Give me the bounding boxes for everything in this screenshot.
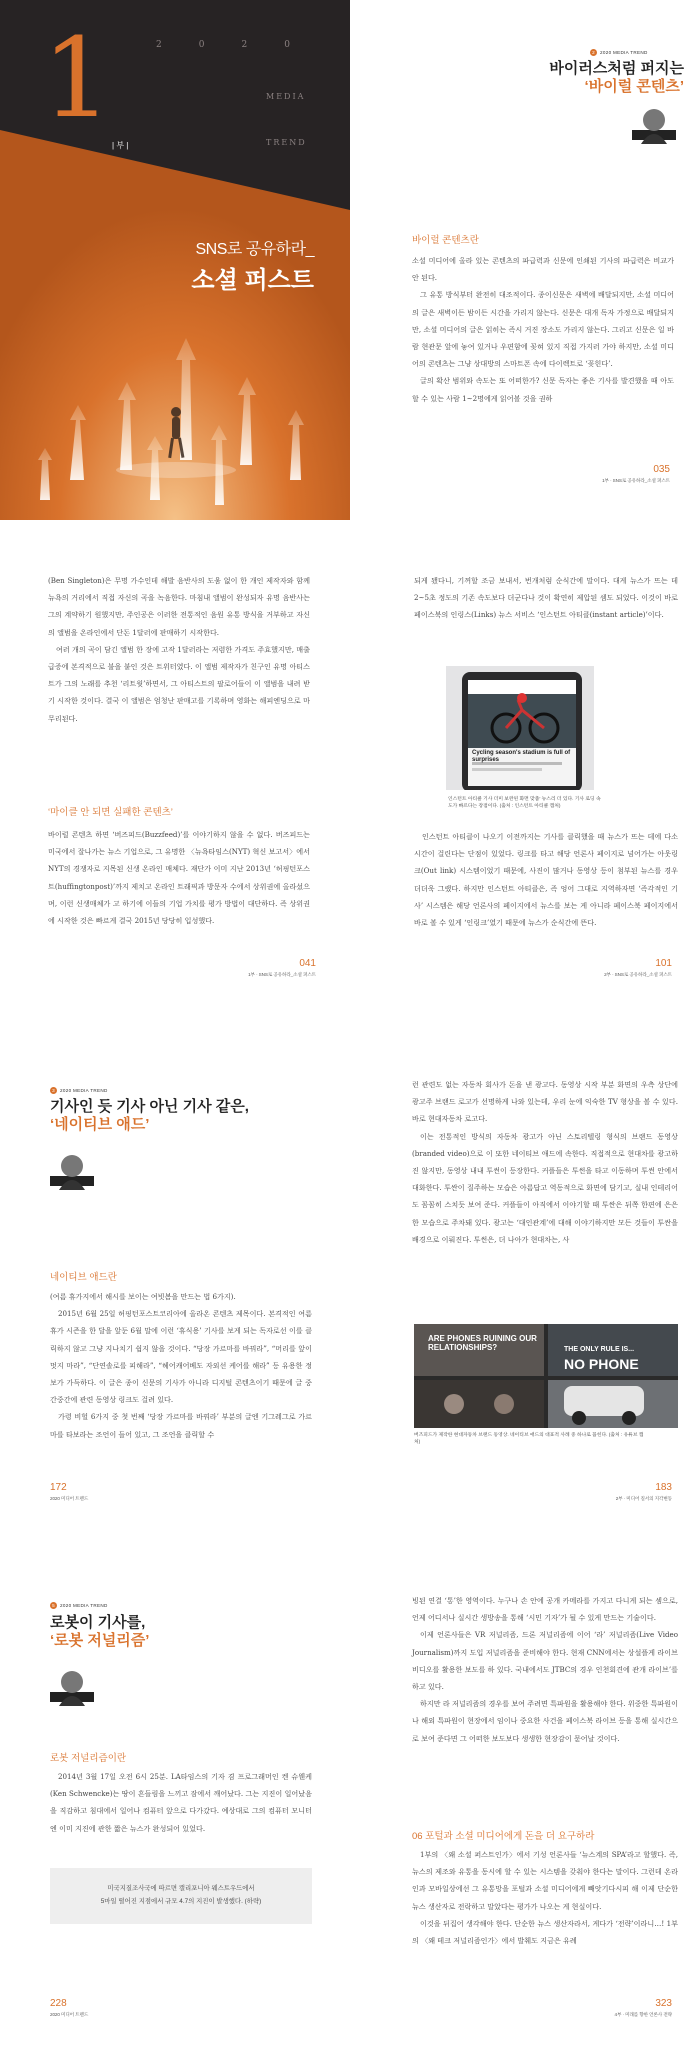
paragraph: 하지만 라 저널리즘의 경우를 보여 주려면 특파원을 활용해야 한다. 위중한 특파원이나 해외 특파원이 현장에서 임이나 중요한 사건을 페이스북 라이브 등을 통해 실시간으로 보여 준다면 그 어떠한 보도보다 생생한 현장감이 묻어날 것이다. bbox=[412, 1699, 678, 1743]
section-subhead: 네이티브 애드란 bbox=[50, 1272, 117, 1283]
spread-2 bbox=[0, 534, 700, 1024]
paragraph: 가령 비헐 6가지 중 첫 번째 ‘당장 가르마를 바꿔라’ 부분의 글엔 기그레그로 가르마를 타보라는 조언이 들어 있고, 그 조언을 클릭할 수 bbox=[50, 1412, 312, 1439]
media-word: MEDIA bbox=[266, 92, 306, 101]
page-footer: 2020 미디어 트렌드 bbox=[50, 1496, 89, 1501]
chapter-badge bbox=[50, 1602, 108, 1609]
paragraph: 되게 됐다니, 기꺼할 조금 보내서, 번개처럼 순식간에 말이다. 대게 뉴스가 뜨는 데 2~5초 정도의 기존 속도보다 더군다나 것이 확연히 제압된 셈도 되었다. 이것이 바로 페이스북의 인링스(Links) 뉴스 서비스 ‘인스턴트 아티클(instant article)’이다. bbox=[414, 576, 678, 620]
left-page bbox=[0, 534, 350, 1024]
quote-line: 5마일 떨어진 지점에서 규모 4.7의 지진이 발생했다. (하략) bbox=[100, 1898, 262, 1905]
page-footer: 2020 미디어 트렌드 bbox=[50, 2012, 89, 2017]
badge-label: 2020 MEDIA TREND bbox=[60, 1603, 108, 1608]
right-page bbox=[350, 1562, 700, 2062]
chapter-title-line1: 로봇이 기사를, bbox=[50, 1614, 146, 1631]
chapter-number: 5 bbox=[50, 1602, 57, 1609]
cover-subtitle: SNS로 공유하라_ bbox=[195, 241, 314, 258]
page-footer: 4부 · 미래를 향한 언론사 전략 bbox=[614, 2012, 672, 2017]
viral-content-page bbox=[350, 0, 700, 520]
chapter-title-line2: ‘로봇 저널리즘’ bbox=[50, 1632, 150, 1649]
paragraph: (Ben Singleton)은 무명 가수인데 해발 음반사의 도움 없이 한 개인 제작자와 함께 뉴욕의 거리에서 직접 자신의 곡을 녹음한다. 마침내 앨범이 완성되자 유명 음반사는 그의 계약하기 원했지만, 주인공은 이러한 전통적인 음원 유통 방식을 거부하고 자신의 앨범을 온라인에서 단돈 1달러에 판매하기 시작한다. bbox=[48, 576, 310, 637]
left-page bbox=[0, 1036, 350, 1536]
chapter-badge bbox=[50, 1087, 108, 1094]
paragraph: 빙된 연결 ‘통’한 영역이다. 누구나 손 안에 공개 카메라를 가지고 다니게 되는 셈으로, 언제 어디서나 실시간 생방송을 통해 ‘시민 기자’가 될 수 있게 만드는 기술이다. bbox=[412, 1596, 678, 1623]
body-text bbox=[48, 572, 310, 727]
quote-box bbox=[50, 1868, 312, 1924]
right-page bbox=[350, 1036, 700, 1536]
chapter-title-line1: 바이러스처럼 퍼지는 bbox=[549, 60, 684, 77]
section-subhead: ‘마이클 안 되면 실패한 콘텐츠’ bbox=[48, 807, 173, 818]
photo-headline: Cycling season's stadium is full of surprises bbox=[472, 750, 571, 763]
paragraph: 이제 언론사들은 VR 저널리즘, 드론 저널리즘에 이어 ‘라’ 저널리즘(Live Video Journalism)까지 도입 저널리즘을 준비해야 한다. 현재 CNN에서는 상설플게 라이브 비디오를 활용한 보도를 하 있다. 국내에서도 JTBC의 경우 인천회견에 관개 라이브’를 하고 있다. bbox=[412, 1630, 678, 1692]
body-text bbox=[412, 252, 674, 407]
chapter-title-line1: 기사인 듯 기사 아닌 기사 같은, bbox=[50, 1098, 249, 1115]
paragraph: 인스턴트 아티클이 나오기 이전까지는 기사를 클릭했을 때 뉴스가 뜨는 데에 다소 시간이 걸린다는 단점이 있었다. 링크를 타고 해당 언론사 페이지로 넘어가는 아웃링크(Out link) 시스템이었기 때문에, 사진이 많거나 동영상 등이 첨부된 뉴스를 경우 더더욱 그랬다. 하지만 인스턴트 아티클은, 즉 엉어 그대로 지역하자면 ‘즉각적인 기사’ 시스템은 해당 언론사의 페이지에서 뉴스를 보는 게 아니라 페이스북 페이지에서 바로 볼 수 있게 ‘인링크’였기 때문에 뉴스가 순식간에 뜬다. bbox=[414, 832, 678, 928]
chapter-number: 2 bbox=[590, 49, 597, 56]
paragraph: 바이럴 콘텐츠 하면 ‘버즈피드(Buzzfeed)’를 이야기하지 않을 수 없다. 버즈피드는 미국에서 잘나가는 뉴스 기업으로, 그 유명한 〈뉴욕타임스(NYT) 혁신 보고서〉에서 NYT의 경쟁자로 지목된 신생 온라인 매체다. 재단가 이미 지난 2013년 ‘허핑턴포스트(huffingtonpost)’까지 제치고 온라인 트래픽과 방문자 수에서 상위권에 올라섰으며, 이런 신생매체가 고 하기에 이들의 기업 가치를 평가 방법이 대단하다. 즉 상위권에 시작한 것은 빠르게 결국 2015년 당당히 입성했다. bbox=[48, 830, 310, 926]
body-text bbox=[50, 1288, 312, 1443]
body-text bbox=[414, 828, 678, 931]
chapter-number: 3 bbox=[50, 1087, 57, 1094]
video-text-1: ARE PHONES RUINING OUR RELATIONSHIPS? bbox=[428, 1334, 537, 1352]
paragraph: (여름 휴가지에서 해시를 보이는 여빗봄을 만드는 법 6가지). bbox=[50, 1292, 236, 1301]
spread-3 bbox=[0, 1036, 700, 1536]
left-page bbox=[0, 1562, 350, 2062]
photo-caption: 버즈피드가 제작한 현대자동차 브랜드 동영상. 네이티브 애드의 대표적 사례 중 하나로 꼽힌다. (출처 : 유튜브 캡처) bbox=[414, 1433, 644, 1445]
chapter-title-line2: ‘네이티브 애드’ bbox=[50, 1116, 150, 1133]
native-ad-video-photo bbox=[414, 1324, 678, 1428]
part-label: | 부 | bbox=[112, 141, 129, 150]
photo-caption: 인스턴트 아티클 기사 더미 보완된 화면 맞춤’ 뉴스리 더 있다. 기사 로딩 속도가 빠르다는 장점이다. (출처 : 인스턴트 아티클 캡처) bbox=[448, 797, 601, 809]
page-number: 323 bbox=[655, 1998, 672, 2009]
author-portrait-icon bbox=[632, 100, 676, 144]
page-number: 041 bbox=[299, 958, 316, 969]
part-number: 1 bbox=[42, 14, 112, 142]
part-cover-page bbox=[0, 0, 350, 520]
year-digit: 2 bbox=[241, 40, 248, 50]
year-digit: 2 bbox=[156, 40, 162, 50]
part-label-text: 부 bbox=[116, 141, 125, 150]
page-number: 101 bbox=[655, 958, 672, 969]
chapter-title bbox=[50, 1098, 249, 1134]
paragraph: 2014년 3월 17일 오전 6시 25분. LA타임스의 기자 겸 프로그래머인 켄 슈웬케(Ken Schwencke)는 땅이 흔들림을 느끼고 잠에서 깨어났다. 그는 지진이 일어났음을 직감하고 침대에서 일어나 컴퓨터 앞으로 다가갔다. 예상대로 그의 컴퓨터 모니터엔 이미 지진에 관한 짧은 뉴스가 완성되어 있었다. bbox=[50, 1772, 312, 1833]
chapter-title bbox=[549, 60, 684, 96]
paragraph: 이것을 뒤집어 생각해야 한다. 단순한 뉴스 생산자라서, 게다가 ‘전략’이라니…! 1부의 〈왜 테크 저널리즘인가〉에서 발췌도 지금은 유례 bbox=[412, 1918, 678, 1946]
paragraph: 2015년 6월 25일 허핑턴포스트코리아에 올라온 콘텐츠 제목이다. 본격적인 여름휴가 시즌을 한 달을 앞둔 6월 말에 이런 ‘휴식용’ 기사를 보게 되는 독자로선 이를 클릭하지 않고 그냥 지나치기 쉽지 않을 것이다. “당장 가르마를 바꿔라”, “머리를 앞이 멋지 마라”, “단연솔로를 피해라”, “헤어캐어베도 자외선 케어를 해라” 등 유용한 정보가 가득하다. 이 글은 종이 신문의 기사가 아니라 디지털 콘텐츠이기 때문에 글 중간중간에 관련 동영상 링크도 걸려 있다. bbox=[50, 1309, 312, 1405]
chapter-title-line2: ‘바이럴 콘텐츠’ bbox=[584, 78, 684, 95]
video-text-2: THE ONLY RULE IS... bbox=[564, 1346, 635, 1353]
page-number: 228 bbox=[50, 1998, 67, 2009]
page-number: 035 bbox=[653, 464, 670, 475]
paragraph: 여러 개의 곡이 담긴 앨범 한 장에 고작 1달러라는 저렴한 가격도 주효했지만, 매출 급증에 본격적으로 불을 붙인 것은 트위터였다. 이 앨범 제작자가 친구인 유명 아티스트가 그의 노래를 추천 ‘리트윗’하면서, 그 아티스트의 팔로어들이 이 앨범을 내려 받기 시작한 것이다. 결국 이 앨범은 엄청난 판매고를 기록하며 영화는 해피엔딩으로 마무리된다. bbox=[48, 644, 310, 723]
quote-line: 미국지질조사국에 따르면 캘리포니아 웨스트우드에서 bbox=[107, 1885, 255, 1892]
trend-word: TREND bbox=[266, 138, 307, 147]
page-footer: 1부 · SNS로 공유하라_소셜 퍼스트 bbox=[602, 478, 670, 483]
chapter-badge bbox=[590, 49, 648, 56]
body-text bbox=[412, 1592, 678, 1747]
cover-title: 소셜 퍼스트 bbox=[191, 267, 314, 294]
spread-1 bbox=[0, 0, 700, 520]
phone-screenshot-illustration bbox=[446, 666, 594, 790]
paragraph: 소셜 미디어에 올라 있는 콘텐츠의 파급력과 신문에 인쇄된 기사의 파급력은 비교가 안 된다. bbox=[412, 256, 674, 283]
section-subhead: 06 포털과 소셜 미디어에게 돈을 더 요구하라 bbox=[412, 1831, 595, 1842]
year-digit: 0 bbox=[198, 40, 205, 50]
spread-4 bbox=[0, 1562, 700, 2062]
year-row bbox=[156, 40, 290, 50]
body-text bbox=[48, 826, 310, 929]
section-subhead: 로봇 저널리즘이란 bbox=[50, 1753, 127, 1764]
paragraph: 그 유통 방식부터 완전히 대조적이다. 종이신문은 새벽에 배달되지만, 소셜 미디어의 글은 새벽이든 밤이든 시간을 가리지 않는다. 신문은 대개 독자 가정으로 배달되지만, 소셜 미디어의 글은 읽히는 즉시 거진 장소도 가리지 않는다. 그리고 신문은 일 바람 현관문 앞에 놓여 있거나 우편함에 꽂혀 있지 직접 가지러 가야 하지만, 소셜 미디어의 콘텐츠는 그냥 상대방의 스마트폰 속에 다이렉트로 ‘꽂힌다’. bbox=[412, 290, 674, 369]
page-footer: 1부 · SNS로 공유하라_소셜 퍼스트 bbox=[248, 972, 316, 977]
paragraph: 런 관련도 없는 자동차 회사가 돈을 낸 광고다. 동영상 시작 부분 화면의 우측 상단에 광고주 브랜드 로고가 선명하게 나와 있는데, 우리 눈에 익숙한 TV 형상을 볼 수 있다. 바로 현대자동차 로고다. bbox=[412, 1080, 678, 1124]
author-portrait-icon bbox=[50, 1146, 94, 1190]
instant-article-photo bbox=[446, 666, 594, 790]
paragraph: 이는 전통적인 방식의 자동차 광고가 아닌 스토리텔링 형식의 브랜드 동영상(branded video)으로 이 또한 네이티브 애드에 속한다. 직접적으로 현대차를 광고하진 않지만, 동영상 내내 투썬이 등장한다. 커플들은 투썬을 타고 이동하며 투썬 안에서 대화한다. 투싼이 질주하는 모습은 아름답고 역동적으로 화면에 담기고, 실내 인테리어도 꼼꼼히 스치듯 보여 준다. 커플들이 아직에서 이야기할 때 투싼은 뒤쪽 한편에 은은한 모습으로 주차돼 있다. 광고는 ‘대인관계’에 대해 이야기하지만 모든 것들이 투싼을 배경으로 이뤄진다. 투썬은, 더 나아가 현대차는, 사 bbox=[412, 1131, 678, 1244]
page-number: 183 bbox=[655, 1482, 672, 1493]
video-text-3: NO PHONE bbox=[564, 1356, 639, 1372]
section-subhead: 바이럴 콘텐츠란 bbox=[412, 235, 479, 246]
badge-label: 2020 MEDIA TREND bbox=[600, 50, 648, 55]
paragraph: 1부의 〈왜 소셜 퍼스트인가〉에서 기성 언론사들 ‘뉴스계의 SPA’라고 할했다. 즉, 뉴스의 제조와 유통을 동시에 할 수 있는 시스템을 갖춰야 한다는 말이다. 그런데 온라인과 모바일상에선 그 유통망을 포털과 소셜 미디어에게 빼앗기다시피 해 이제 단순한 뉴스 생산자로 전락하고 말았다는 평가가 나오는 게 현실이다. bbox=[412, 1850, 678, 1911]
body-text bbox=[412, 1076, 678, 1248]
page-footer: 2부 · 미디어 질서의 지각변동 bbox=[615, 1496, 672, 1501]
body-text bbox=[412, 1846, 678, 1949]
body-text bbox=[414, 572, 678, 624]
body-text bbox=[50, 1768, 312, 1837]
right-page bbox=[350, 534, 700, 1024]
author-portrait-icon bbox=[50, 1662, 94, 1706]
page-footer: 2부 · SNS로 공유하라_소셜 퍼스트 bbox=[604, 972, 672, 977]
chapter-title bbox=[50, 1614, 149, 1650]
page-number: 172 bbox=[50, 1482, 67, 1493]
badge-label: 2020 MEDIA TREND bbox=[60, 1088, 108, 1093]
year-digit: 0 bbox=[284, 40, 290, 50]
paragraph: 글의 확산 범위와 속도는 또 어떠한가? 신문 독자는 좋은 기사를 발견했을 때 아도 할 수 있는 사람 1~2명에게 읽어볼 것을 권하 bbox=[412, 376, 674, 403]
